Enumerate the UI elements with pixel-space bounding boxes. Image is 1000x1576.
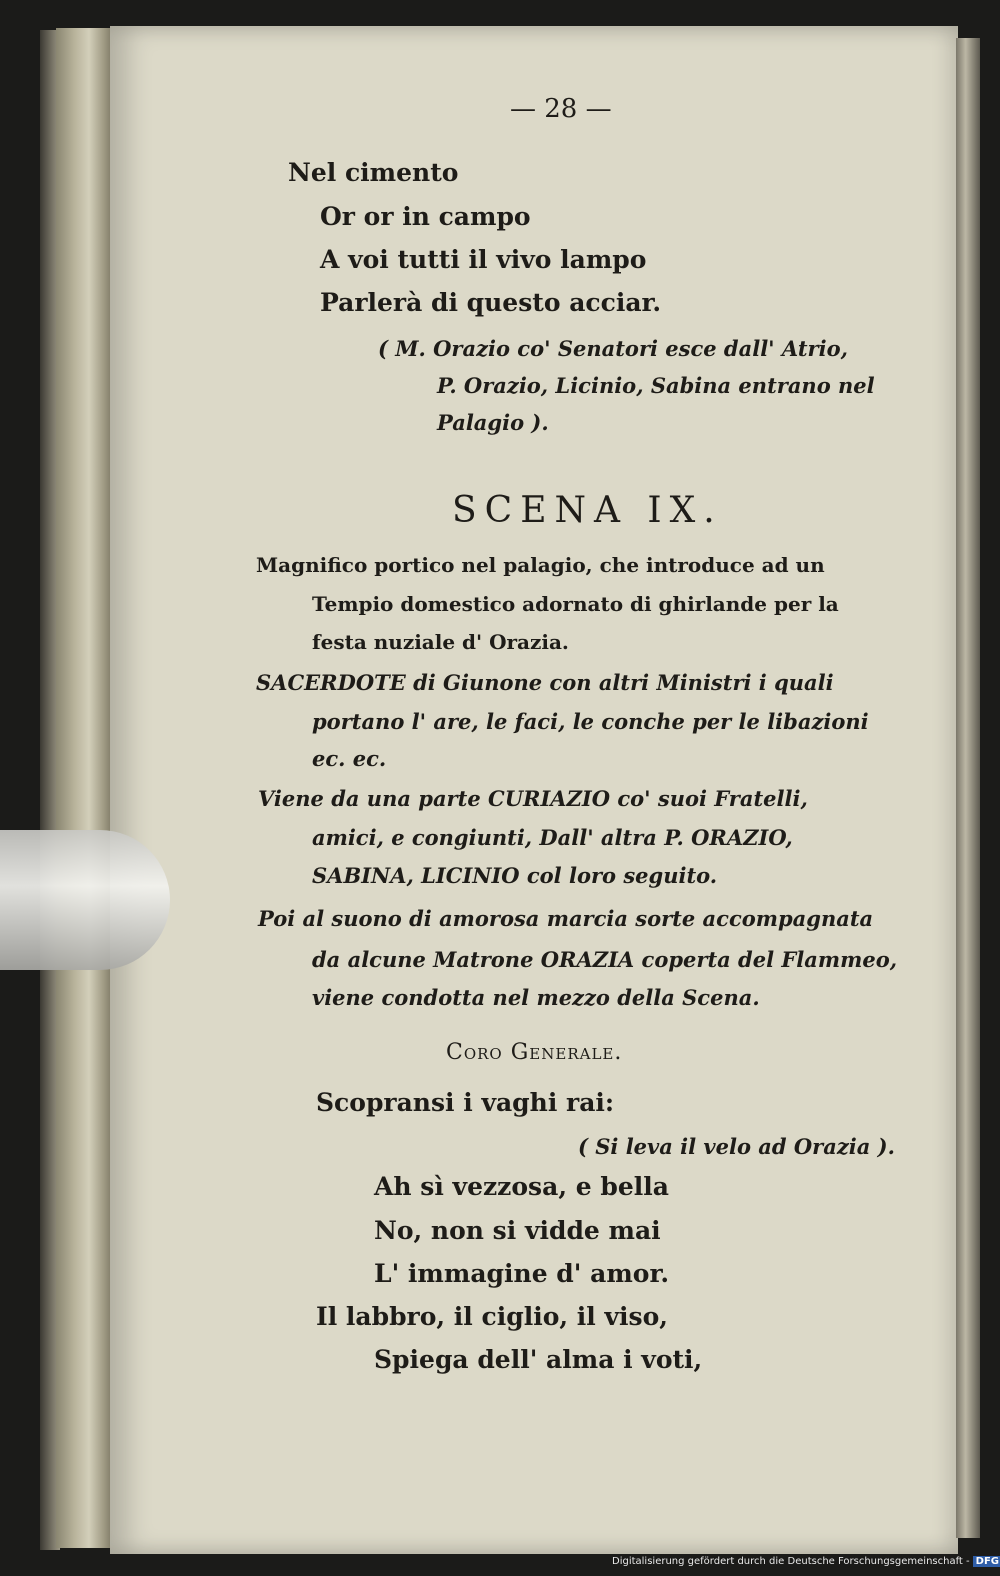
verse-line: No, non si vidde mai [374,1216,661,1245]
poi-line: Poi al suono di amorosa marcia sorte accompagnata [258,906,874,931]
verse-line: Or or in campo [320,202,531,231]
stage-direction-line: P. Orazio, Licinio, Sabina entrano nel [437,373,875,398]
stage-direction-2: ( Si leva il velo ad Orazia ). [578,1134,895,1159]
viene-line: Viene da una parte CURIAZIO co' suoi Fratelli, [258,786,808,811]
verse-line: Il labbro, il ciglio, il viso, [316,1302,668,1331]
coro-heading: Coro Generale. [446,1040,623,1065]
sacerdote-line: SACERDOTE di Giunone con altri Ministri i quali [256,670,834,695]
poi-line: da alcune Matrone ORAZIA coperta del Flammeo, [312,947,898,972]
sacerdote-line: portano l' are, le faci, le conche per le libazioni [312,709,869,734]
right-page-edge [956,38,980,1538]
footer-text: Digitalisierung gefördert durch die Deutsche Forschungsgemeinschaft - [612,1556,970,1567]
dfg-logo: DFG [973,1556,1000,1567]
scene-description-line: Tempio domestico adornato di ghirlande per la [312,592,839,616]
scene-description-line: festa nuziale d' Orazia. [312,630,569,654]
viene-line: amici, e congiunti, Dall' altra P. ORAZIO, [312,825,793,850]
viene-line: SABINA, LICINIO col loro seguito. [312,863,718,888]
verse-line: Scopransi i vaghi rai: [316,1088,615,1117]
sacerdote-line: ec. ec. [312,746,387,771]
stage-direction-line: Palagio ). [437,410,549,435]
poi-line: viene condotta nel mezzo della Scena. [312,985,760,1010]
scene-title: SCENA IX. [452,490,723,531]
verse-line: Parlerà di questo acciar. [320,288,662,317]
verse-line: Ah sì vezzosa, e bella [374,1172,669,1201]
page-edges [56,28,116,1548]
scene-description-line: Magnifico portico nel palagio, che introduce ad un [256,553,825,577]
verse-line: L' immagine d' amor. [374,1259,670,1288]
verse-line: Nel cimento [288,158,459,187]
verse-line: A voi tutti il vivo lampo [320,245,647,274]
plastic-clip [0,830,170,970]
page-number: — 28 — [510,94,612,124]
stage-direction-line: ( M. Orazio co' Senatori esce dall' Atrio, [378,336,848,361]
footer [612,1556,1000,1567]
verse-line: Spiega dell' alma i voti, [374,1345,703,1374]
